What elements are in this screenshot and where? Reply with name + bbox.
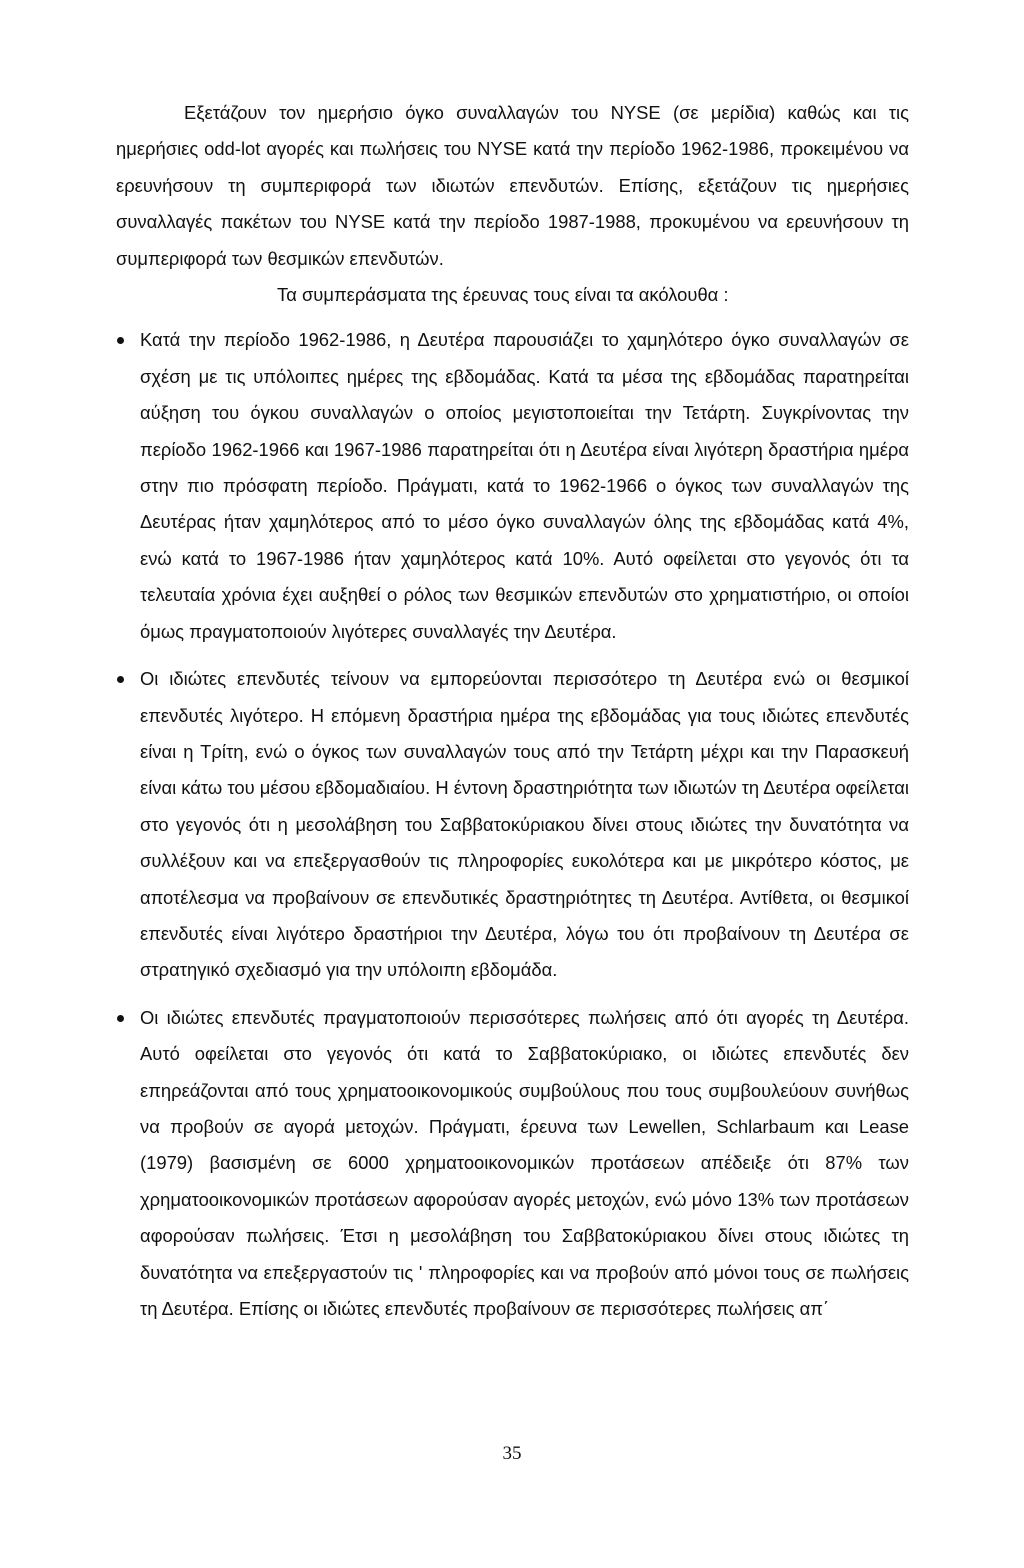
- bullet-text: Οι ιδιώτες επενδυτές τείνουν να εμπορεύονται περισσότερο τη Δευτέρα ενώ οι θεσμικοί επενδυτές λιγότερο. Η επόμενη δραστήρια ημέρα της εβδομάδας για τους ιδιώτες επενδυτές είναι η Τρίτη, ενώ ο όγκος των συναλλαγών τους από την Τετάρτη μέχρι και την Παρασκευή είναι κάτω του μέσου εβδομαδιαίου. Η έντονη δραστηριότητα των ιδιωτών τη Δευτέρα οφείλεται στο γεγονός ότι η μεσολάβηση του Σαββατοκύριακου δίνει στους ιδιώτες την δυνατότητα να συλλέξουν και να επεξεργασθούν τις πληροφορίες ευκολότερα και με μικρότερο κόστος, με αποτέλεσμα να προβαίνουν σε επενδυτικές δραστηριότητες τη Δευτέρα. Αντίθετα, οι θεσμικοί επενδυτές είναι λιγότερο δραστήριοι την Δευτέρα, λόγω του ότι προβαίνουν τη Δευτέρα σε στρατηγικό σχεδιασμό για την υπόλοιπη εβδομάδα.: [140, 668, 910, 981]
- bullet-dot-icon: [117, 1015, 124, 1022]
- bullet-text: Κατά την περίοδο 1962-1986, η Δευτέρα παρουσιάζει το χαμηλότερο όγκο συναλλαγών σε σχέση με τις υπόλοιπες ημέρες της εβδομάδας. Κατά τα μέσα της εβδομάδας παρατηρείται αύξηση του όγκου συναλλαγών ο οποίος μεγιστοποιείται την Τετάρτη. Συγκρίνοντας την περίοδο 1962-1966 και 1967-1986 παρατηρείται ότι η Δευτέρα είναι λιγότερη δραστήρια ημέρα στην πιο πρόσφατη περίοδο. Πράγματι, κατά το 1962-1966 ο όγκος των συναλλαγών της Δευτέρας ήταν χαμηλότερος από το μέσο όγκο συναλλαγών όλης της εβδομάδας κατά 4%, ενώ κατά το 1967-1986 ήταν χαμηλότερος κατά 10%. Αυτό οφείλεται στο γεγονός ότι τα τελευταία χρόνια έχει αυξηθεί ο ρόλος των θεσμικών επενδυτών στο χρηματιστήριο, οι οποίοι όμως πραγματοποιούν λιγότερες συναλλαγές την Δευτέρα.: [140, 329, 909, 642]
- bullet-dot-icon: [117, 676, 124, 683]
- document-body: [116, 95, 909, 1327]
- page-number: 35: [502, 1443, 522, 1464]
- bullet-dot-icon: [117, 337, 124, 344]
- bullet-item: [116, 322, 909, 650]
- bullet-item: [116, 661, 909, 989]
- conclusions-intro: Τα συμπεράσματα της έρευνας τους είναι τα ακόλουθα :: [277, 284, 729, 306]
- bullet-text: Οι ιδιώτες επενδυτές πραγματοποιούν περισσότερες πωλήσεις από ότι αγορές τη Δευτέρα. Αυτό οφείλεται στο γεγονός ότι κατά το Σαββατοκύριακο, οι ιδιώτες επενδυτές δεν επηρεάζονται από τους χρηματοοικονομικούς συμβούλους που τους συμβουλεύουν συνήθως να προβούν σε αγορά μετοχών. Πράγματι, έρευνα των Lewellen, Schlarbaum και Lease (1979) βασισμένη σε 6000 χρηματοοικονομικών προτάσεων απέδειξε ότι 87% των χρηματοοικονομικών προτάσεων αφορούσαν αγορές μετοχών, ενώ μόνο 13% των προτάσεων αφορούσαν πωλήσεις. Έτσι η μεσολάβηση του Σαββατοκύριακου δίνει στους ιδιώτες τη δυνατότητα να επεξεργαστούν τις ' πληροφορίες και να προβούν από μόνοι τους σε πωλήσεις τη Δευτέρα. Επίσης οι ιδιώτες επενδυτές προβαίνουν σε περισσότερες πωλήσεις απ΄: [140, 1006, 909, 1319]
- intro-paragraph: Εξετάζουν τον ημερήσιο όγκο συναλλαγών του NYSE (σε μερίδια) καθώς και τις ημερήσιες odd-lot αγορές και πωλήσεις του NYSE κατά την περίοδο 1962-1986, προκειμένου να ερευνήσουν τη συμπεριφορά των ιδιωτών επενδυτών. Επίσης, εξετάζουν τις ημερήσιες συναλλαγές πακέτων του NYSE κατά την περίοδο 1987-1988, προκυμένου να ερευνήσουν τη συμπεριφορά των θεσμικών επενδυτών.: [116, 102, 909, 269]
- bullet-item: [116, 1000, 909, 1328]
